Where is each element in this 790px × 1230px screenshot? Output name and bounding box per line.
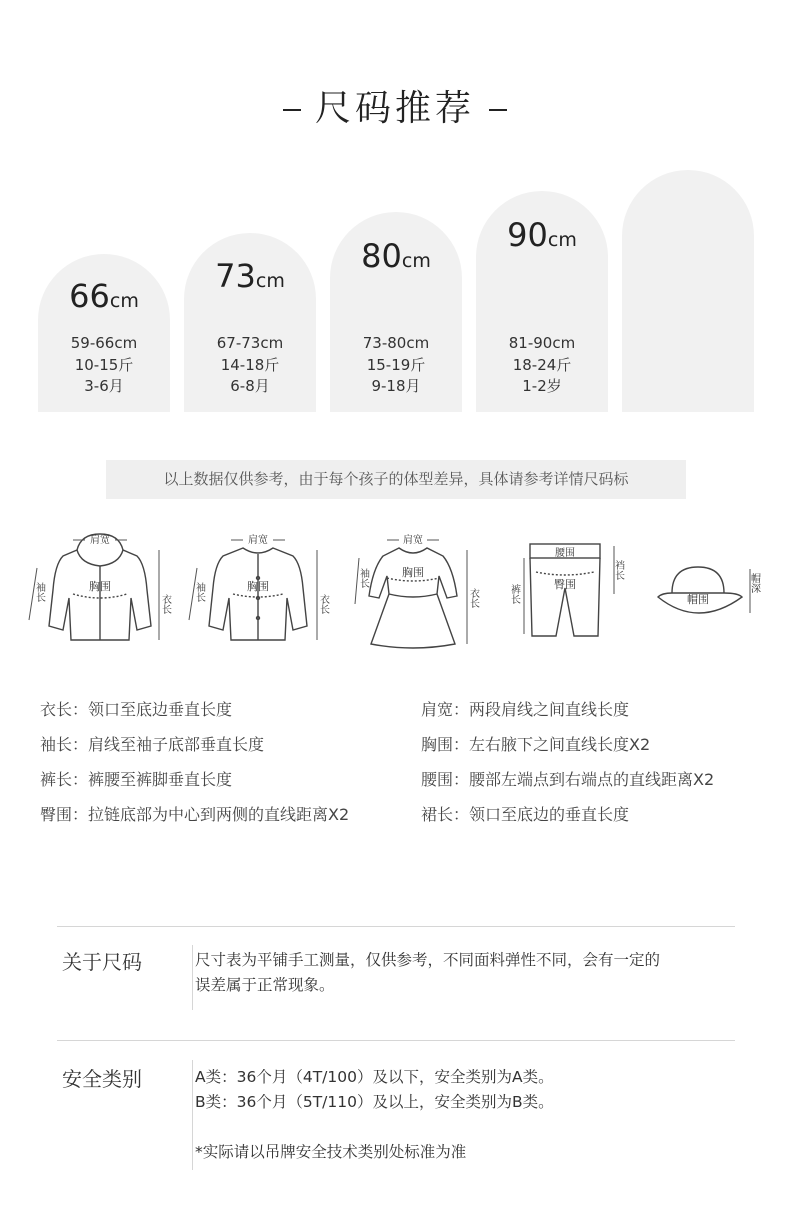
diagram-label: 肩宽 <box>90 535 110 546</box>
size-label-73: 73cm <box>215 257 285 295</box>
about-size-line-2: 误差属于正常现象。 <box>195 976 335 994</box>
size-card-empty <box>622 170 754 412</box>
divider-vertical-about <box>192 945 193 1010</box>
size-range: 81-90cm <box>508 334 576 352</box>
size-details-90 <box>476 333 608 398</box>
definition-pants-length: 裤长：裤腰至裤脚垂直长度 <box>40 770 233 789</box>
divider-top <box>57 926 735 927</box>
size-range: 59-66cm <box>70 334 138 352</box>
diagram-label: 臀围 <box>554 578 576 591</box>
definition-shoulder: 肩宽：两段肩线之间直线长度 <box>421 700 630 719</box>
safety-category-heading: 安全类别 <box>62 1067 142 1091</box>
size-age: 1-2岁 <box>522 377 562 395</box>
diagram-label: 帽深 <box>748 573 760 593</box>
size-range: 73-80cm <box>362 334 430 352</box>
hat-icon <box>652 555 762 635</box>
about-size-heading: 关于尺码 <box>62 950 142 974</box>
page-title <box>0 80 790 131</box>
diagram-label: 袖长 <box>193 582 205 602</box>
diagram-label: 肩宽 <box>403 535 423 546</box>
title-text: 尺码推荐 <box>314 88 475 129</box>
diagram-label: 衣长 <box>317 594 329 614</box>
pants-icon <box>510 538 635 648</box>
definition-waist: 腰围：腰部左端点到右端点的直线距离X2 <box>421 770 715 789</box>
definition-hip: 臀围：拉链底部为中心到两侧的直线距离X2 <box>40 805 350 824</box>
size-notice: 以上数据仅供参考，由于每个孩子的体型差异，具体请参考详情尺码标 <box>106 460 686 499</box>
diagram-label: 衣长 <box>467 588 479 608</box>
diagram-label: 衣长 <box>159 594 171 614</box>
definition-chest: 胸围：左右腋下之间直线长度X2 <box>421 735 651 754</box>
diagram-label: 腰围 <box>555 548 575 559</box>
divider-vertical-safety <box>192 1060 193 1170</box>
safety-class-b: B类：36个月（5T/110）及以上，安全类别为B类。 <box>195 1093 554 1111</box>
diagram-label: 胸围 <box>247 580 269 593</box>
diagram-label: 袖长 <box>357 568 369 588</box>
definition-skirt-length: 裙长：领口至底边的垂直长度 <box>421 805 630 824</box>
diagram-label: 肩宽 <box>248 535 268 546</box>
size-label-90: 90cm <box>507 216 577 254</box>
safety-footnote: *实际请以吊牌安全技术类别处标准为准 <box>195 1143 467 1161</box>
divider-middle <box>57 1040 735 1041</box>
definition-sleeve-length: 袖长：肩线至袖子底部垂直长度 <box>40 735 265 754</box>
size-details-80 <box>330 333 462 398</box>
diagram-label: 裆长 <box>612 560 624 580</box>
safety-category-text <box>195 1065 554 1115</box>
safety-class-a: A类：36个月（4T/100）及以下，安全类别为A类。 <box>195 1068 554 1086</box>
size-label-80: 80cm <box>361 237 431 275</box>
size-range: 67-73cm <box>216 334 284 352</box>
size-age: 9-18月 <box>371 377 421 395</box>
size-weight: 14-18斤 <box>220 355 280 374</box>
diagram-label: 袖长 <box>33 582 45 602</box>
size-weight: 10-15斤 <box>74 355 134 374</box>
size-details-73 <box>184 333 316 398</box>
dress-icon <box>343 528 483 650</box>
definition-jacket-length: 衣长：领口至底边垂直长度 <box>40 700 233 719</box>
title-dash-left <box>283 109 301 111</box>
hooded-jacket-icon <box>25 528 175 648</box>
diagram-label: 帽围 <box>687 593 709 606</box>
size-age: 3-6月 <box>84 377 124 395</box>
size-age: 6-8月 <box>230 377 270 395</box>
title-dash-right <box>489 109 507 111</box>
diagram-label: 胸围 <box>89 580 111 593</box>
size-weight: 18-24斤 <box>512 355 572 374</box>
size-details-66 <box>38 333 170 398</box>
jacket-icon <box>183 528 333 648</box>
size-label-66: 66cm <box>69 277 139 315</box>
diagram-label: 裤长 <box>508 584 520 604</box>
about-size-text <box>195 948 660 998</box>
diagram-label: 胸围 <box>402 566 424 579</box>
size-weight: 15-19斤 <box>366 355 426 374</box>
about-size-line-1: 尺寸表为平铺手工测量，仅供参考，不同面料弹性不同，会有一定的 <box>195 951 661 969</box>
